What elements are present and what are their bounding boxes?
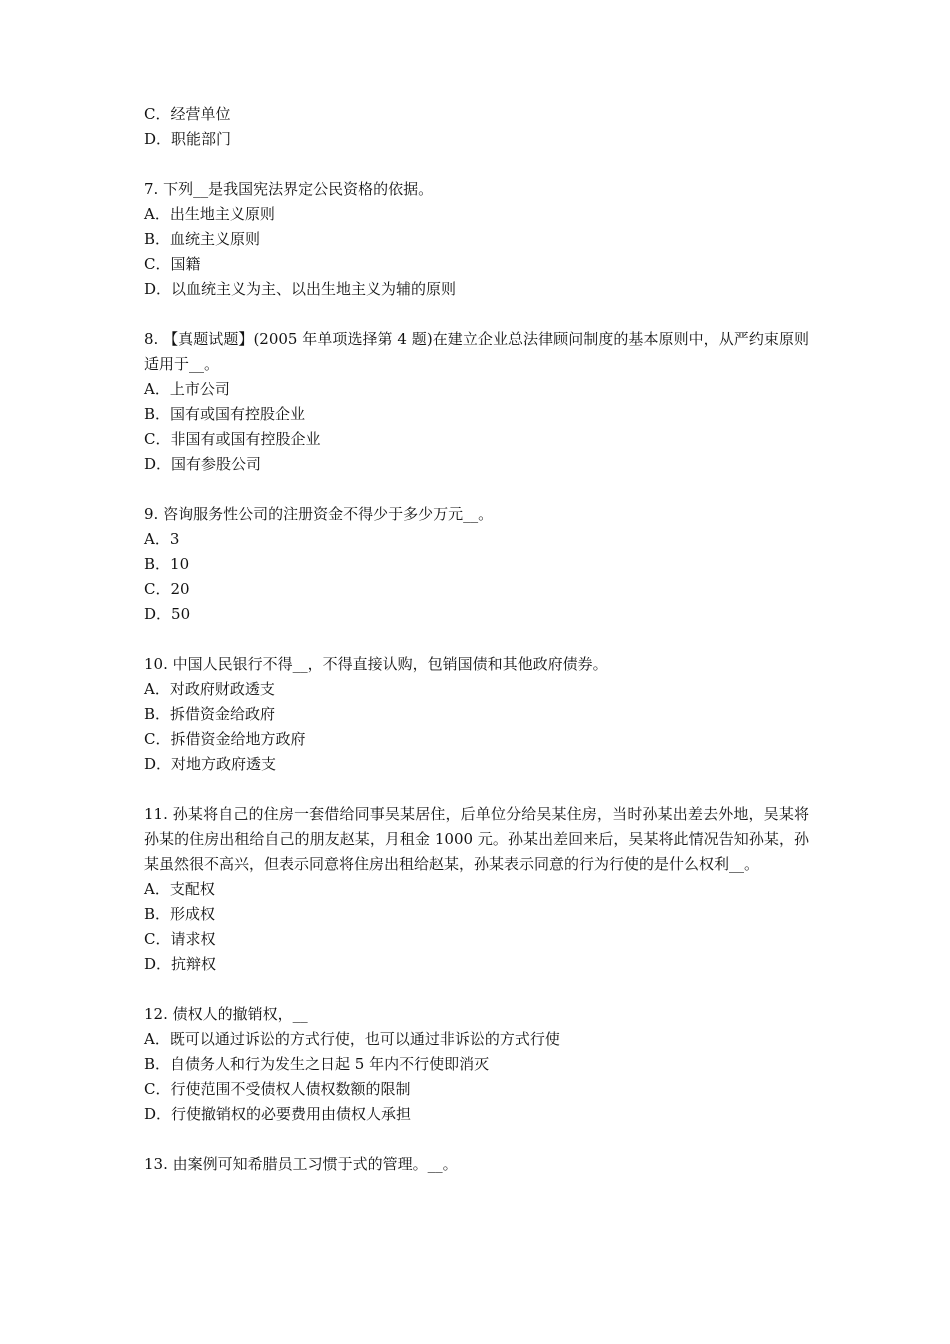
option-item: C．经营单位 <box>144 105 231 123</box>
option-item: D．行使撤销权的必要费用由债权人承担 <box>144 1105 412 1123</box>
question-text: 9. 咨询服务性公司的注册资金不得少于多少万元__。 <box>144 505 494 523</box>
option-item: C．请求权 <box>144 930 216 948</box>
option-item: B．10 <box>144 555 190 573</box>
option-item: A．支配权 <box>144 880 215 898</box>
question-text: 11. 孙某将自己的住房一套借给同事吴某居住，后单位分给吴某住房，当时孙某出差去外地，吴某将孙某的住房出租给自己的朋友赵某，月租金 1000 元。孙某出差回来后，吴某将此情况告知孙某，孙某虽然很不高兴，但表示同意将住房出租给赵某，孙某表示同意的行为行使的是什么权利__。 <box>144 805 809 873</box>
option-item: A．出生地主义原则 <box>144 205 275 223</box>
option-item: C．行使范围不受债权人债权数额的限制 <box>144 1080 411 1098</box>
question-text: 10. 中国人民银行不得__，不得直接认购，包销国债和其他政府债券。 <box>144 655 608 673</box>
option-item: B．形成权 <box>144 905 216 923</box>
option-item: D．以血统主义为主、以出生地主义为辅的原则 <box>144 280 457 298</box>
option-item: A．上市公司 <box>144 380 230 398</box>
option-item: A．既可以通过诉讼的方式行使，也可以通过非诉讼的方式行使 <box>144 1030 560 1048</box>
option-item: A．3 <box>144 530 180 548</box>
option-item: A．对政府财政透支 <box>144 680 275 698</box>
option-item: C．非国有或国有控股企业 <box>144 430 321 448</box>
option-item: D．50 <box>144 605 191 623</box>
option-item: B．自债务人和行为发生之日起 5 年内不行使即消灭 <box>144 1055 490 1073</box>
document-body <box>144 102 809 1177</box>
option-item: B．拆借资金给政府 <box>144 705 276 723</box>
option-item: C．20 <box>144 580 190 598</box>
option-item: B．国有或国有控股企业 <box>144 405 306 423</box>
option-item: B．血统主义原则 <box>144 230 261 248</box>
option-item: C．国籍 <box>144 255 201 273</box>
option-item: D．国有参股公司 <box>144 455 262 473</box>
option-item: D．职能部门 <box>144 130 232 148</box>
question-text: 12. 债权人的撤销权，__ <box>144 1005 308 1023</box>
option-item: C．拆借资金给地方政府 <box>144 730 306 748</box>
question-text: 13. 由案例可知希腊员工习惯于式的管理。__。 <box>144 1155 458 1173</box>
question-text: 7. 下列__是我国宪法界定公民资格的依据。 <box>144 180 434 198</box>
option-item: D．对地方政府透支 <box>144 755 277 773</box>
option-item: D．抗辩权 <box>144 955 217 973</box>
question-text: 8. 【真题试题】(2005 年单项选择第 4 题)在建立企业总法律顾问制度的基本原则中，从严约束原则适用于__。 <box>144 330 809 373</box>
